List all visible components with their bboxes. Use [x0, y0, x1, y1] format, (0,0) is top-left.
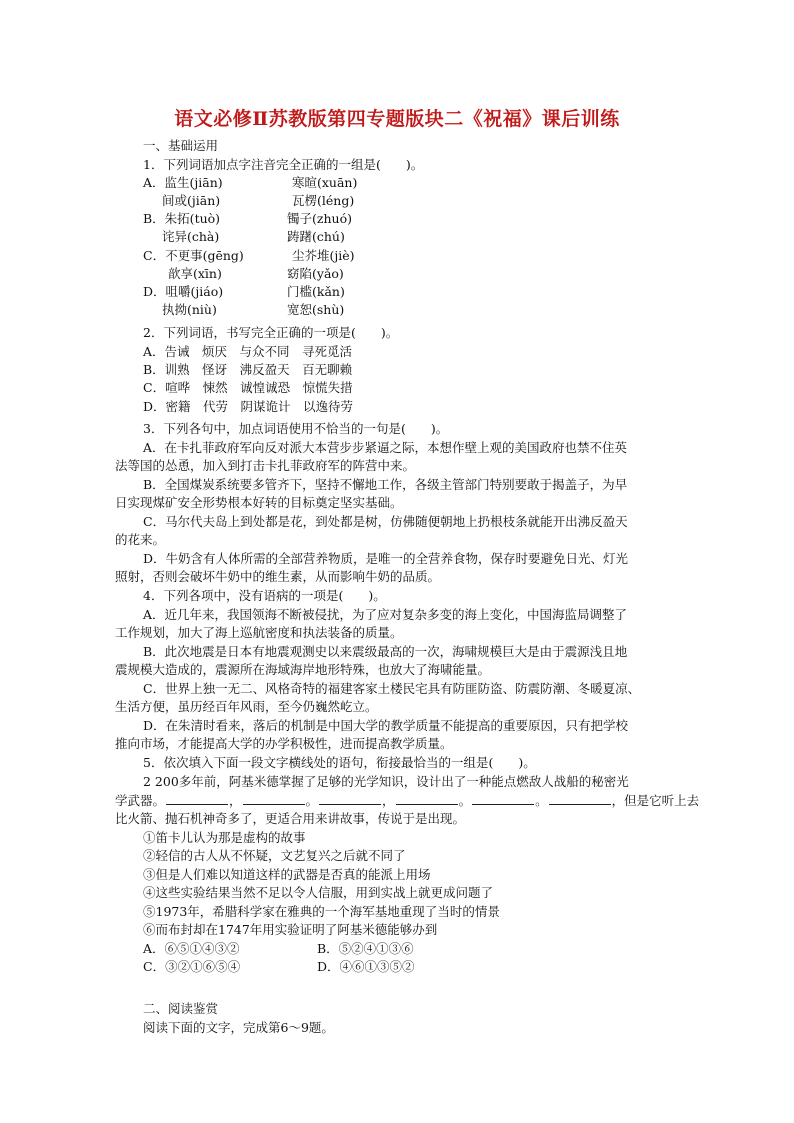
q3-option-c-cont: 的花来。	[115, 532, 166, 547]
question-5-stem: 5．依次填入下面一段文字横线处的语句，衔接最恰当的一组是( )。	[143, 755, 536, 770]
q5-passage-text: ，但是它听上去	[611, 793, 700, 808]
punctuation: 。	[458, 793, 472, 808]
q5-sentence-6: ⑥而布封却在1747年用实验证明了阿基米德能够办到	[143, 922, 438, 937]
q5-sentence-5: ⑤1973年，希腊科学家在雅典的一个海军基地重现了当时的情景	[143, 904, 500, 919]
question-1-stem: 1．下列词语加点字注音完全正确的一组是( )。	[143, 157, 424, 172]
question-4-stem: 4．下列各项中，没有语病的一项是( )。	[143, 588, 386, 603]
q1-option-d-word: 门槛(kǎn)	[287, 284, 345, 299]
fill-blank	[396, 792, 458, 805]
q4-option-d-cont: 推向市场，才能提高大学的办学积极性，进而提高教学质量。	[115, 736, 453, 751]
q5-sentence-4: ④这些实验结果当然不足以令人信服，用到实战上就更成问题了	[143, 885, 494, 900]
fill-blank	[472, 792, 534, 805]
q3-option-c: C．马尔代夫岛上到处都是花，到处都是树，仿佛随便朝地上扔根枝条就能开出沸反盈天	[143, 514, 628, 529]
q4-option-a: A．近几年来，我国领海不断被侵扰，为了应对复杂多变的海上变化，中国海监局调整了	[143, 607, 628, 622]
q5-sentence-3: ③但是人们难以知道这样的武器是否真的能派上用场	[143, 867, 431, 882]
q1-option-a-word: 寒暄(xuān)	[292, 175, 358, 190]
q1-option-c-word: 窈陷(yǎo)	[287, 266, 344, 281]
q1-option-c: C．不更事(gēng)	[143, 248, 244, 263]
punctuation: ，	[229, 793, 242, 808]
q1-option-d-word: 宽恕(shù)	[287, 302, 345, 317]
punctuation: 。	[535, 793, 548, 808]
q1-option-b-word: 踌躇(chú)	[287, 229, 345, 244]
q1-option-c-word: 尘芥堆(jiè)	[292, 248, 355, 263]
fill-blank	[243, 792, 305, 805]
q5-sentence-1: ①笛卡儿认为那是虚构的故事	[143, 830, 306, 845]
q5-passage-line-2	[115, 792, 699, 810]
q5-choice-b: B．⑤②④①③⑥	[317, 941, 414, 956]
q2-option-b: B．训熟 怪讶 沸反盈天 百无聊赖	[143, 362, 353, 377]
q1-option-d-word: 执拗(niù)	[162, 302, 217, 317]
punctuation: 。	[305, 793, 319, 808]
q2-option-d: D．密籍 代劳 阴谋诡计 以逸待劳	[143, 399, 354, 414]
q5-passage-line-1: 2 200多年前，阿基米德掌握了足够的光学知识，设计出了一种能点燃敌人战船的秘密光	[143, 774, 629, 789]
q2-option-c: C．喧哗 悚然 诚惶诚恐 惊慌失措	[143, 380, 353, 395]
fill-blank	[319, 792, 381, 805]
q1-option-b: B．朱拓(tuò)	[143, 211, 221, 226]
q4-option-a-cont: 工作规划，加大了海上巡航密度和执法装备的质量。	[115, 625, 403, 640]
document-title: 语文必修Ⅱ苏教版第四专题版块二《祝福》课后训练	[174, 108, 620, 130]
q1-option-b-word: 诧异(chà)	[162, 229, 220, 244]
fill-blank	[549, 792, 611, 805]
q1-option-a: A．监生(jiān)	[143, 175, 223, 190]
q3-option-d-cont: 照射，否则会破坏牛奶中的维生素，从而影响牛奶的品质。	[115, 569, 441, 584]
q1-option-a-word: 瓦楞(léng)	[292, 193, 355, 208]
punctuation: ，	[382, 793, 395, 808]
q5-choice-d: D．④⑥①③⑤②	[317, 959, 415, 974]
q4-option-c-cont: 生活方便，虽历经百年风雨，至今仍巍然屹立。	[115, 699, 378, 714]
section-heading: 一、基础运用	[143, 138, 219, 153]
q3-option-b-cont: 日实现煤矿安全形势根本好转的目标奠定坚实基础。	[115, 495, 403, 510]
q3-option-b: B．全国煤炭系统要多管齐下，坚持不懈地工作，各级主管部门特别要敢于揭盖子，为早	[143, 477, 628, 492]
q5-passage-line-3: 比火箭、抛石机神奇多了，更适合用来讲故事，传说于是出现。	[115, 811, 466, 826]
fill-blank	[166, 792, 228, 805]
q1-option-d: D．咀嚼(jiáo)	[143, 284, 224, 299]
reading-intro: 阅读下面的文字，完成第6～9题。	[143, 1020, 334, 1035]
q5-choice-a: A．⑥⑤①④③②	[143, 941, 240, 956]
q5-sentence-2: ②轻信的古人从不怀疑，文艺复兴之后就不同了	[143, 848, 406, 863]
q2-option-a: A．告诫 烦厌 与众不同 寻死觅活	[143, 344, 353, 359]
q5-choice-c: C．③②①⑥⑤④	[143, 959, 241, 974]
q3-option-a-cont: 法等国的怂恿，加入到打击卡扎菲政府军的阵营中来。	[115, 458, 416, 473]
q4-option-b: B．此次地震是日本有地震观测史以来震级最高的一次，海啸规模巨大是由于震源浅且地	[143, 644, 628, 659]
q4-option-d: D．在朱清时看来，落后的机制是中国大学的教学质量不能提高的重要原因，只有把学校	[143, 718, 629, 733]
q4-option-b-cont: 震规模大造成的，震源所在海域海岸地形特殊，也放大了海啸能量。	[115, 662, 491, 677]
q5-passage-text: 学武器。	[115, 793, 166, 808]
q4-option-c: C．世界上独一无二、风格奇特的福建客家土楼民宅具有防匪防盗、防震防潮、冬暖夏凉、	[143, 681, 641, 696]
question-3-stem: 3．下列各句中，加点词语使用不恰当的一句是( )。	[143, 421, 449, 436]
q1-option-c-word: 歆享(xīn)	[168, 266, 222, 281]
q1-option-b-word: 镯子(zhuó)	[287, 211, 352, 226]
section-heading: 二、阅读鉴赏	[143, 1001, 219, 1016]
q3-option-a: A．在卡扎菲政府军向反对派大本营步步紧逼之际，本想作壁上观的美国政府也禁不住英	[143, 440, 628, 455]
question-2-stem: 2．下列词语，书写完全正确的一项是( )。	[143, 325, 399, 340]
q3-option-d: D．牛奶含有人体所需的全部营养物质，是唯一的全营养食物，保存时要避免日光、灯光	[143, 551, 629, 566]
q1-option-a-word: 间或(jiān)	[162, 193, 221, 208]
